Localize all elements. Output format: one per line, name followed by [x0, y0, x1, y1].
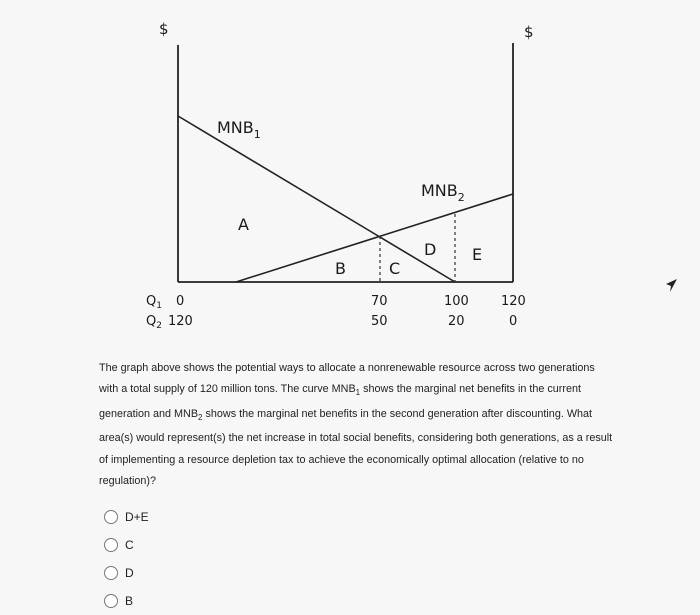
option-d[interactable] — [104, 559, 149, 587]
option-label: C — [125, 538, 134, 552]
q2-row-label: $Q_2$ — [146, 314, 162, 331]
q2-tick: 0 — [509, 314, 518, 329]
q1-row-label: $Q_1$ — [146, 294, 162, 311]
area-b-label: B — [335, 259, 346, 278]
option-label: B — [125, 594, 134, 608]
radio-button[interactable] — [104, 538, 118, 552]
q2-tick: 50 — [371, 314, 388, 329]
area-a-label: A — [238, 215, 249, 234]
option-label: D — [125, 566, 134, 580]
question-line: of implementing a resource depletion tax to achieve the economically optimal allocation (relative to no — [99, 453, 584, 466]
q2-tick: 120 — [168, 314, 193, 329]
mnb2-curve — [236, 194, 513, 282]
mnb1-label: $MNB_1$ — [217, 118, 261, 141]
question-line: The graph above shows the potential ways to allocate a nonrenewable resource across two generations — [99, 362, 595, 374]
q1-tick: 0 — [176, 294, 185, 309]
radio-button[interactable] — [104, 510, 118, 524]
q1-tick: 70 — [371, 294, 388, 309]
question-line: area(s) would represent(s) the net increase in total social benefits, considering both generations, as a result — [99, 432, 613, 445]
mnb2-label: $MNB_2$ — [421, 181, 465, 204]
q2-tick: 20 — [448, 314, 465, 329]
question-text — [99, 358, 639, 492]
area-d-label: D — [424, 240, 437, 259]
option-d-plus-e[interactable] — [104, 503, 149, 531]
mouse-cursor-icon — [664, 278, 678, 294]
option-b[interactable] — [104, 587, 149, 615]
right-axis-label: $ — [524, 23, 534, 41]
question-line: generation and $MNB_2$ shows the marginal net benefits in the second generation after discounting. What — [99, 407, 593, 422]
area-e-label: E — [472, 245, 483, 264]
left-axis-label: $ — [159, 20, 169, 38]
option-label: D+E — [125, 510, 149, 524]
q1-tick: 100 — [444, 294, 469, 309]
option-c[interactable] — [104, 531, 149, 559]
area-c-label: C — [389, 259, 401, 278]
question-line: with a total supply of 120 million tons. The curve $MNB_1$ shows the marginal net benefits in the current — [99, 383, 581, 398]
q1-tick: 120 — [501, 294, 526, 309]
answer-options — [104, 503, 149, 615]
radio-button[interactable] — [104, 594, 118, 608]
radio-button[interactable] — [104, 566, 118, 580]
question-line: regulation)? — [99, 474, 157, 487]
